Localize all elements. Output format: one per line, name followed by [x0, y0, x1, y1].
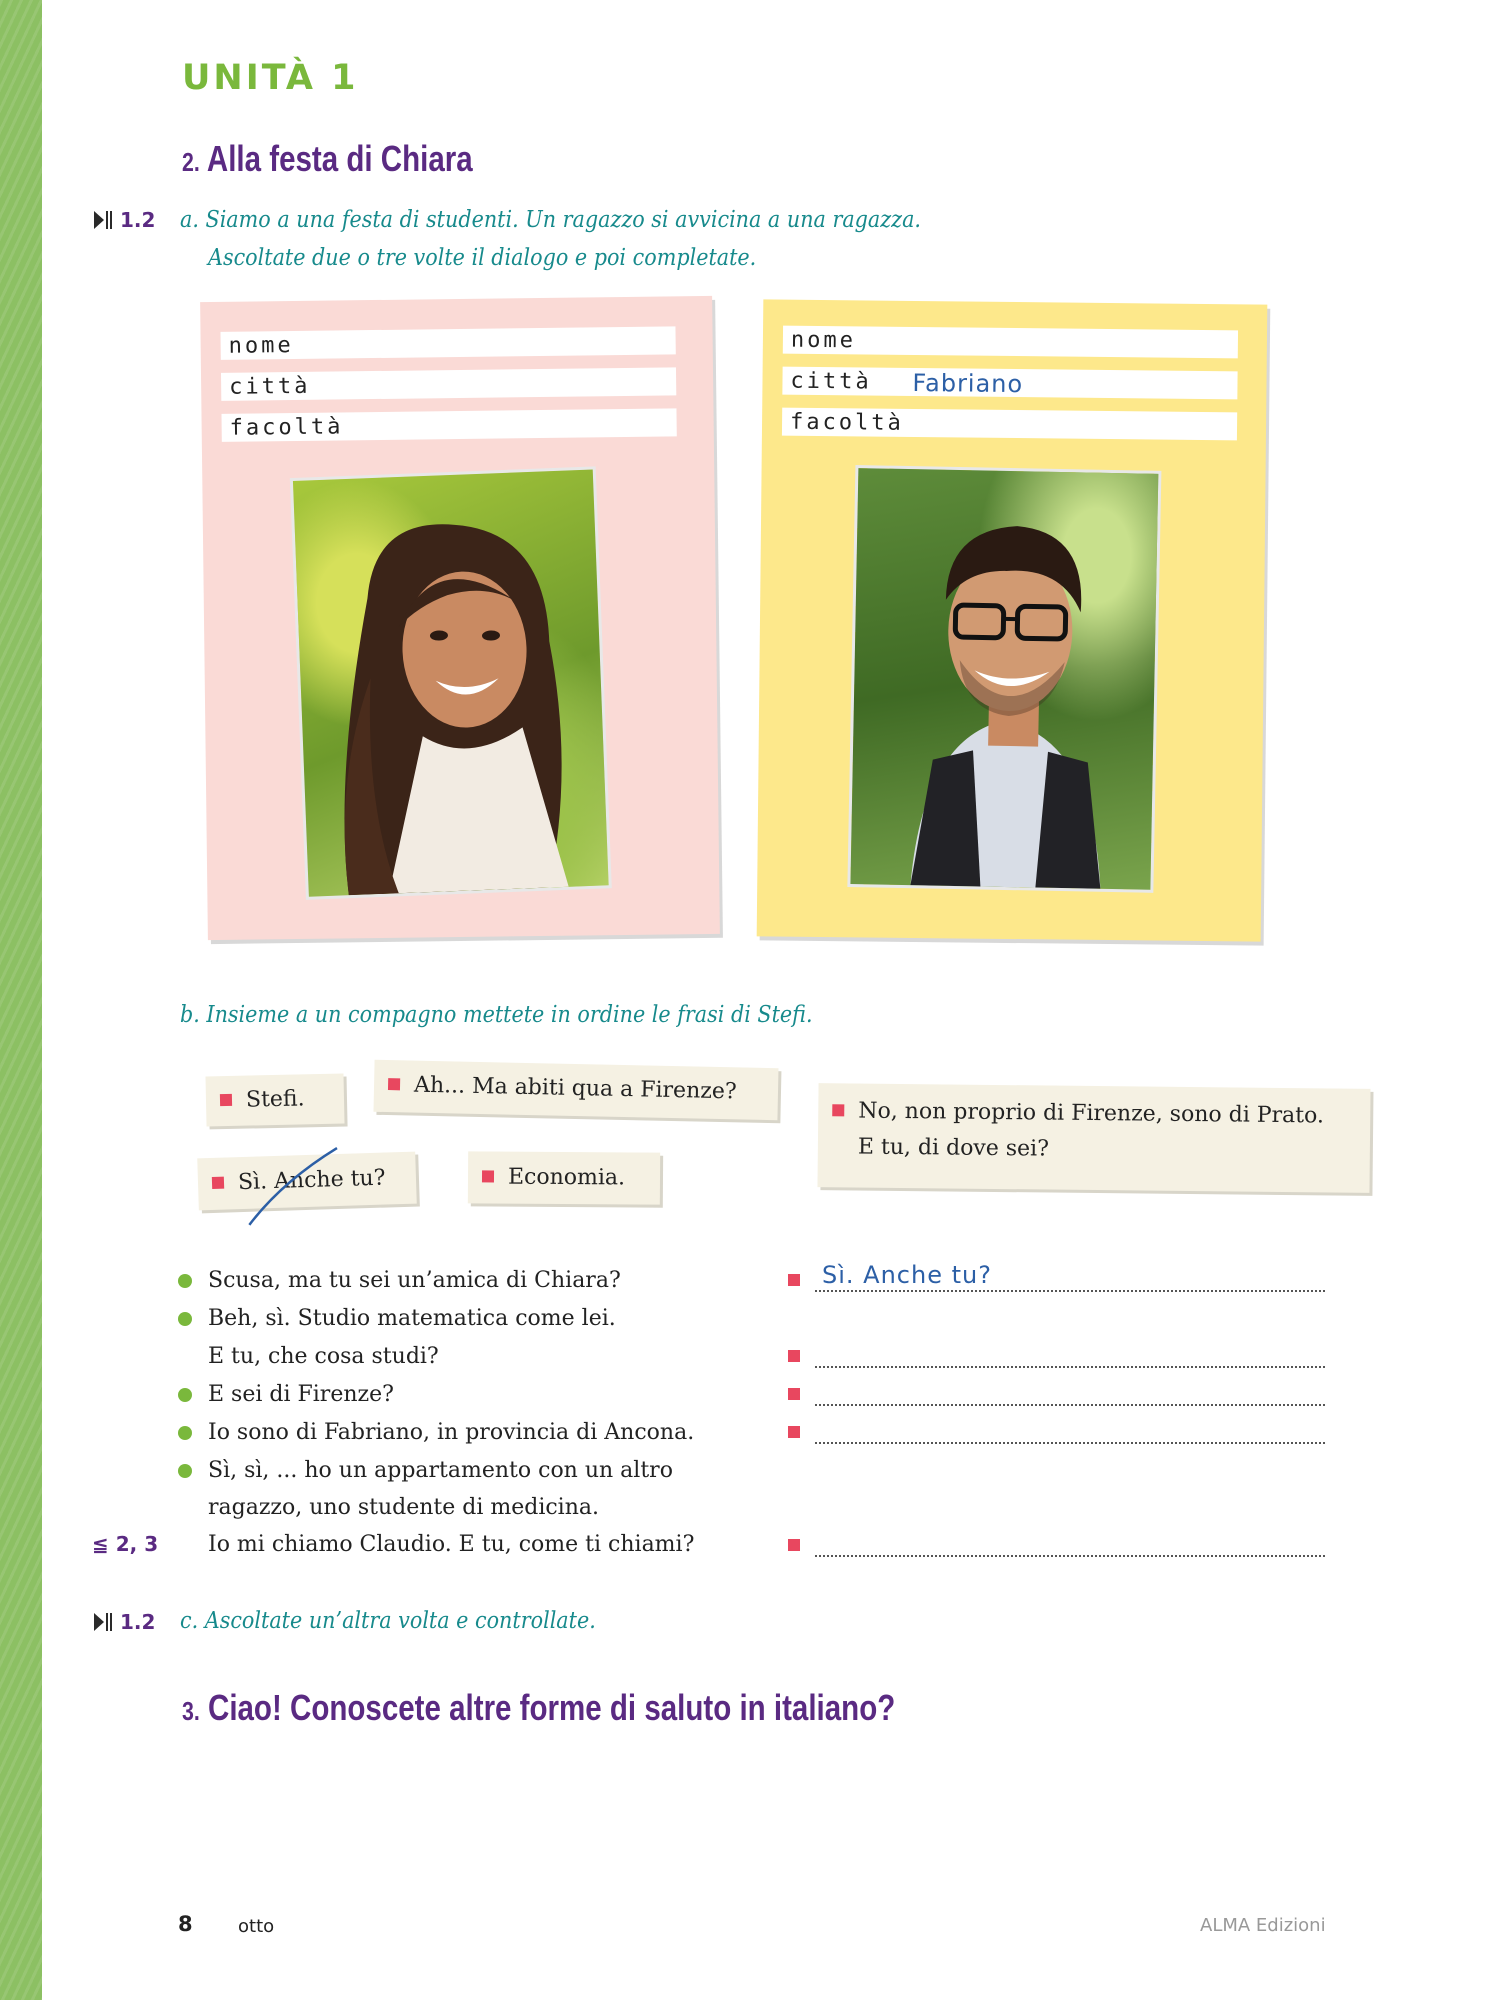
- boy-portrait-illustration: [850, 468, 1158, 890]
- faculty-label: facoltà: [789, 409, 904, 436]
- section-2-number: 2.: [182, 147, 200, 177]
- phrase-text: Economia.: [507, 1164, 626, 1191]
- dialogue-text: Beh, sì. Studio matematica come lei.: [208, 1306, 616, 1331]
- part-a-letter: a.: [180, 207, 199, 233]
- boy-photo: [850, 468, 1158, 890]
- dialogue-line: [208, 1526, 694, 1564]
- phrase-card-abiti-firenze[interactable]: [373, 1060, 778, 1120]
- dialogue-line: [208, 1338, 439, 1376]
- part-c-text: Ascoltate un’altra volta e controllate.: [204, 1608, 596, 1634]
- name-field[interactable]: [220, 326, 675, 360]
- name-label: nome: [228, 333, 294, 359]
- unit-label: UNITÀ 1: [182, 58, 359, 98]
- phrase-card-prato[interactable]: [817, 1083, 1370, 1193]
- section-3-title: Ciao! Conoscete altre forme di saluto in italiano?: [207, 1687, 896, 1728]
- phrase-card-anche-tu[interactable]: [197, 1152, 417, 1211]
- profile-card-yellow: [757, 299, 1268, 941]
- section-2-heading: [182, 138, 473, 180]
- part-b-letter: b.: [180, 1002, 200, 1028]
- play-icon: [94, 211, 104, 229]
- red-square-bullet: [212, 1177, 224, 1189]
- red-square-bullet: [482, 1170, 494, 1182]
- city-label: città: [790, 368, 872, 395]
- dialogue-text: Io sono di Fabriano, in provincia di Ancona.: [208, 1420, 695, 1445]
- publisher-name: ALMA Edizioni: [1200, 1915, 1326, 1936]
- play-icon: [94, 1613, 104, 1631]
- dialogue-text: Scusa, ma tu sei un’amica di Chiara?: [208, 1268, 621, 1293]
- dialogue-text: ragazzo, uno studente di medicina.: [208, 1495, 599, 1520]
- girl-photo: [293, 470, 609, 897]
- name-field[interactable]: [783, 326, 1238, 359]
- dialogue-text: Io mi chiamo Claudio. E tu, come ti chiami?: [208, 1532, 695, 1557]
- city-label: città: [229, 373, 311, 400]
- exercise-reference[interactable]: [92, 1532, 158, 1556]
- answer-1-handwritten: Sì. Anche tu?: [822, 1261, 992, 1289]
- dialogue-line: [208, 1489, 599, 1527]
- answer-bullet: [788, 1350, 800, 1362]
- pause-icon: [106, 211, 112, 229]
- phrase-text: No, non proprio di Firenze, sono di Prato.: [858, 1098, 1325, 1129]
- green-dot-bullet: [178, 1274, 192, 1288]
- answer-line-2[interactable]: [815, 1366, 1325, 1368]
- part-c-letter: c.: [180, 1608, 199, 1634]
- audio-track-c[interactable]: [94, 1610, 155, 1634]
- part-c-instruction: [180, 1602, 596, 1640]
- green-dot-bullet: [178, 1312, 192, 1326]
- city-handwritten-value: Fabriano: [912, 368, 1024, 399]
- section-3-heading: [182, 1687, 895, 1729]
- answer-bullet: [788, 1426, 800, 1438]
- page-edge-stripe: [0, 0, 42, 2000]
- city-field[interactable]: [221, 367, 676, 401]
- pause-icon: [106, 1613, 112, 1631]
- dialogue-text: E tu, che cosa studi?: [208, 1344, 439, 1369]
- dialogue-text: Sì, sì, ... ho un appartamento con un altro: [208, 1458, 673, 1483]
- audio-track-number: 1.2: [120, 1610, 156, 1634]
- section-2-title: Alla festa di Chiara: [206, 138, 473, 179]
- section-3-number: 3.: [182, 1696, 200, 1726]
- green-dot-bullet: [178, 1426, 192, 1440]
- audio-track-number: 1.2: [120, 208, 156, 232]
- name-label: nome: [790, 327, 857, 354]
- answer-line-3[interactable]: [815, 1404, 1325, 1406]
- phrase-text: Stefi.: [245, 1086, 305, 1113]
- dialogue-line: [208, 1376, 394, 1414]
- city-field[interactable]: [782, 367, 1237, 400]
- answer-line-4[interactable]: [815, 1442, 1325, 1444]
- red-square-bullet: [388, 1078, 400, 1090]
- phrase-text: Sì. Anche tu?: [237, 1165, 386, 1196]
- dialogue-line: [208, 1452, 673, 1490]
- faculty-field[interactable]: [782, 408, 1237, 441]
- part-a-instruction-line-2: Ascoltate due o tre volte il dialogo e poi completate.: [208, 245, 757, 271]
- audio-track-a[interactable]: [94, 208, 155, 232]
- part-b-text: Insieme a un compagno mettete in ordine le frasi di Stefi.: [206, 1002, 813, 1028]
- phrase-card-stefi[interactable]: [205, 1074, 344, 1127]
- dialogue-line: [208, 1300, 616, 1338]
- page-number-word: otto: [238, 1916, 275, 1937]
- phrase-card-economia[interactable]: [468, 1151, 660, 1204]
- dialogue-line: [208, 1414, 694, 1452]
- exercise-numbers: 2, 3: [115, 1532, 159, 1556]
- faculty-field[interactable]: [221, 408, 676, 442]
- profile-card-pink: [200, 296, 720, 940]
- dialogue-text: E sei di Firenze?: [208, 1382, 394, 1407]
- red-square-bullet: [832, 1104, 844, 1116]
- answer-line-1[interactable]: [815, 1290, 1325, 1292]
- girl-portrait-illustration: [293, 470, 609, 897]
- faculty-label: facoltà: [229, 414, 344, 441]
- green-dot-bullet: [178, 1464, 192, 1478]
- green-dot-bullet: [178, 1388, 192, 1402]
- phrase-text-line-2: E tu, di dove sei?: [857, 1134, 1050, 1162]
- part-a-instruction-line-1: [180, 201, 921, 239]
- answer-bullet: [788, 1274, 800, 1286]
- answer-line-5[interactable]: [815, 1555, 1325, 1557]
- answer-bullet: [788, 1388, 800, 1400]
- red-square-bullet: [220, 1094, 232, 1106]
- exercise-book-icon: ≦: [92, 1532, 109, 1556]
- phrase-text: Ah... Ma abiti qua a Firenze?: [413, 1072, 737, 1105]
- answer-bullet: [788, 1539, 800, 1551]
- part-a-text-1: Siamo a una festa di studenti. Un ragazzo si avvicina a una ragazza.: [205, 207, 922, 233]
- cross-out-stroke: [241, 1140, 344, 1229]
- dialogue-line: [208, 1262, 621, 1300]
- page-number: 8: [178, 1912, 193, 1936]
- part-b-instruction: [180, 996, 813, 1034]
